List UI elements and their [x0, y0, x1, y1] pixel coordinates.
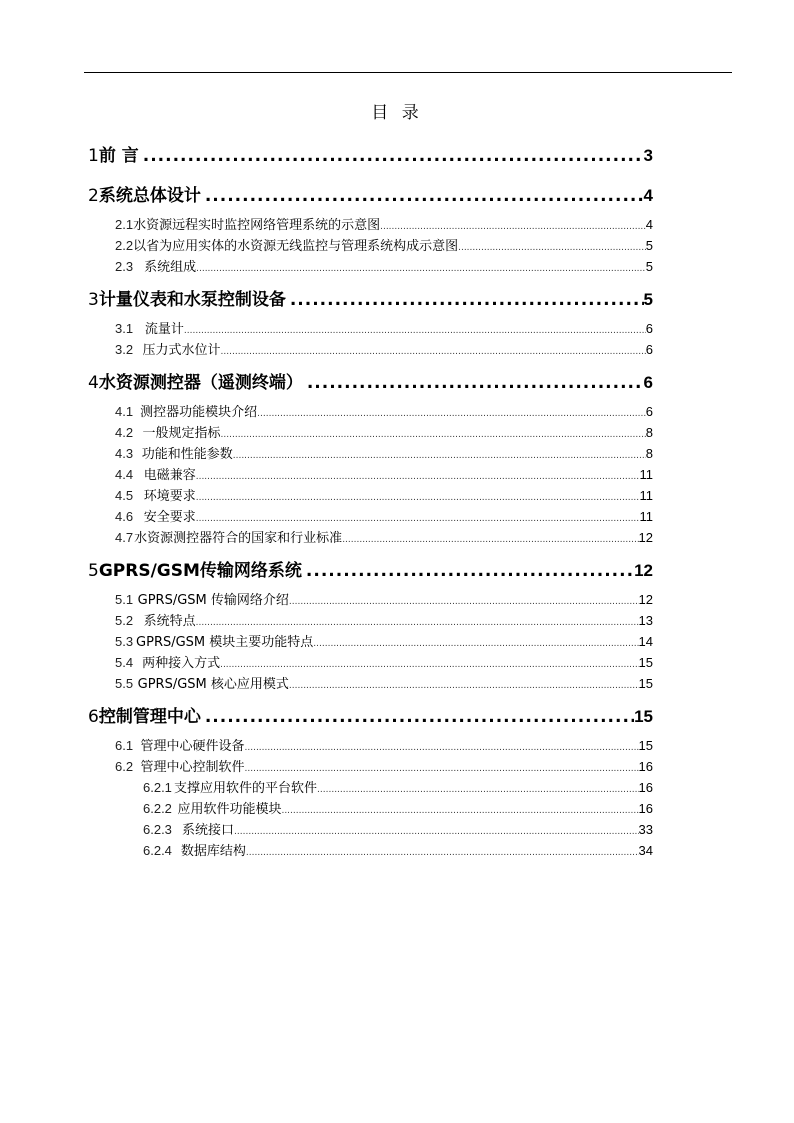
section-number: 4.6: [115, 509, 134, 524]
page-number: 33: [638, 822, 653, 837]
page-number: 15: [634, 707, 653, 726]
toc-subsection-6-2-3[interactable]: [143, 819, 653, 839]
dot-leader: [196, 489, 640, 504]
toc-section-4-1[interactable]: [115, 401, 653, 421]
section-number: 4.3: [115, 446, 134, 461]
section-title: 管理中心控制软件: [140, 760, 245, 775]
chapter-number: 5: [88, 561, 99, 581]
chapter-title: 水资源测控器（遥测终端）: [98, 373, 303, 393]
section-number: 6.2: [115, 759, 134, 774]
dot-leader: [184, 322, 646, 337]
dot-leader: [143, 146, 644, 166]
chapter-number: 1: [88, 146, 99, 166]
subsection-title: 数据库结构: [180, 844, 246, 859]
section-number: 2.3: [115, 259, 134, 274]
page-number: 6: [645, 342, 653, 357]
page-number: 12: [638, 592, 653, 607]
chapter-number: 2: [88, 186, 99, 206]
dot-leader: [245, 739, 639, 754]
section-title: 一般规定指标: [142, 426, 221, 441]
section-title: 水资源测控器符合的国家和行业标准: [134, 531, 343, 546]
section-title: 流量计: [144, 322, 184, 337]
section-title: 电磁兼容: [143, 468, 196, 483]
section-number: 5.2: [115, 613, 134, 628]
dot-leader: [380, 218, 646, 233]
dot-leader: [289, 593, 639, 608]
page-number: 15: [638, 676, 653, 691]
section-number: 2.1: [115, 217, 134, 232]
section-number: 5.1: [115, 592, 134, 607]
dot-leader: [246, 844, 639, 859]
toc-chapter-1[interactable]: [88, 141, 653, 165]
chapter-number: 3: [88, 290, 99, 310]
dot-leader: [307, 373, 644, 393]
toc-section-6-2[interactable]: [115, 756, 653, 776]
toc-title: 目 录: [371, 103, 423, 123]
page-number: 8: [645, 446, 653, 461]
section-title: 系统组成: [144, 260, 197, 275]
dot-leader: [196, 260, 646, 275]
section-title: 功能和性能参数: [141, 447, 233, 462]
page-number: 11: [639, 467, 653, 482]
page-number: 5: [645, 259, 653, 274]
section-number: 5.4: [115, 655, 134, 670]
section-number: 4.5: [115, 488, 134, 503]
dot-leader: [220, 656, 638, 671]
page-number: 13: [638, 613, 653, 628]
section-number: 5.5: [115, 676, 134, 691]
subsection-number: 6.2.3: [143, 822, 172, 837]
toc-section-4-4[interactable]: [115, 464, 653, 484]
section-title: GPRS/GSM 核心应用模式: [137, 677, 289, 692]
page-number: 15: [638, 655, 653, 670]
section-title: 环境要求: [143, 489, 196, 504]
dot-leader: [458, 239, 646, 254]
dot-leader: [196, 614, 639, 629]
dot-leader: [306, 561, 634, 581]
chapter-title: 控制管理中心: [98, 707, 201, 727]
toc-section-4-2[interactable]: [115, 422, 653, 442]
toc-section-5-5[interactable]: [115, 673, 653, 693]
dot-leader: [221, 426, 646, 441]
dot-leader: [221, 343, 646, 358]
page-number: 8: [645, 425, 653, 440]
dot-leader: [281, 802, 638, 817]
toc-section-3-1[interactable]: [115, 318, 653, 338]
section-number: 3.1: [115, 321, 134, 336]
section-number: 4.2: [115, 425, 134, 440]
toc-subsection-6-2-2[interactable]: [143, 798, 653, 818]
dot-leader: [196, 468, 640, 483]
section-number: 4.7: [115, 530, 134, 545]
page-number: 4: [645, 217, 653, 232]
toc-section-5-1[interactable]: [115, 589, 653, 609]
chapter-title: 前 言: [98, 146, 139, 166]
dot-leader: [313, 635, 638, 650]
subsection-number: 6.2.1: [143, 780, 172, 795]
dot-leader: [245, 760, 639, 775]
subsection-number: 6.2.4: [143, 843, 172, 858]
chapter-number: 4: [88, 373, 99, 393]
toc-chapter-3[interactable]: [88, 285, 653, 309]
toc-subsection-6-2-4[interactable]: [143, 840, 653, 860]
page-number: 16: [638, 780, 653, 795]
page-number: 6: [643, 373, 653, 392]
dot-leader: [317, 781, 639, 796]
dot-leader: [290, 290, 644, 310]
section-number: 5.3: [115, 634, 134, 649]
toc-section-6-1[interactable]: [115, 735, 653, 755]
toc-section-5-3[interactable]: [115, 631, 653, 651]
toc-section-4-5[interactable]: [115, 485, 653, 505]
subsection-title: 支撑应用软件的平台软件: [174, 781, 318, 796]
dot-leader: [342, 531, 638, 546]
section-title: 以省为应用实体的水资源无线监控与管理系统构成示意图: [133, 239, 459, 254]
toc-subsection-6-2-1[interactable]: [143, 777, 653, 797]
section-title: 管理中心硬件设备: [140, 739, 245, 754]
section-title: GPRS/GSM 模块主要功能特点: [136, 635, 314, 650]
toc-section-3-2[interactable]: [115, 339, 653, 359]
section-number: 3.2: [115, 342, 134, 357]
section-title: 系统特点: [143, 614, 196, 629]
header-rule: [84, 72, 732, 73]
chapter-title: 计量仪表和水泵控制设备: [98, 290, 286, 310]
section-title: 两种接入方式: [142, 656, 221, 671]
toc-section-5-4[interactable]: [115, 652, 653, 672]
section-number: 4.1: [115, 404, 134, 419]
page-number: 16: [638, 759, 653, 774]
page-number: 3: [643, 146, 653, 165]
section-title: 安全要求: [143, 510, 196, 525]
dot-leader: [289, 677, 639, 692]
page-number: 6: [645, 321, 653, 336]
dot-leader: [205, 707, 634, 727]
page-number: 34: [638, 843, 653, 858]
toc-chapter-4[interactable]: [88, 368, 653, 392]
page-number: 14: [638, 634, 653, 649]
toc-chapter-2[interactable]: [88, 181, 653, 205]
toc-section-4-7[interactable]: [115, 527, 653, 547]
dot-leader: [196, 510, 640, 525]
page-number: 11: [639, 509, 653, 524]
dot-leader: [234, 823, 639, 838]
section-number: 4.4: [115, 467, 134, 482]
page-number: 12: [634, 561, 653, 580]
dot-leader: [257, 405, 646, 420]
page-number: 5: [643, 290, 653, 309]
page-number: 4: [643, 186, 653, 205]
dot-leader: [233, 447, 646, 462]
toc-section-2-2[interactable]: [115, 235, 653, 255]
section-number: 2.2: [115, 238, 134, 253]
toc-chapter-5[interactable]: [88, 556, 653, 580]
subsection-title: 应用软件功能模块: [177, 802, 282, 817]
section-number: 6.1: [115, 738, 134, 753]
chapter-number: 6: [88, 707, 99, 727]
toc-section-5-2[interactable]: [115, 610, 653, 630]
subsection-title: 系统接口: [182, 823, 235, 838]
toc-section-2-1[interactable]: [115, 214, 653, 234]
dot-leader: [205, 186, 644, 206]
section-title: 压力式水位计: [142, 343, 221, 358]
page-number: 5: [645, 238, 653, 253]
subsection-number: 6.2.2: [143, 801, 172, 816]
page-number: 12: [638, 530, 653, 545]
section-title: 水资源远程实时监控网络管理系统的示意图: [133, 218, 381, 233]
section-title: 测控器功能模块介绍: [140, 405, 258, 420]
toc-section-4-6[interactable]: [115, 506, 653, 526]
page-number: 6: [645, 404, 653, 419]
toc-section-4-3[interactable]: [115, 443, 653, 463]
toc-chapter-6[interactable]: [88, 702, 653, 726]
page-number: 16: [638, 801, 653, 816]
section-title: GPRS/GSM 传输网络介绍: [137, 593, 289, 608]
page-number: 11: [639, 488, 653, 503]
chapter-title: 系统总体设计: [98, 186, 201, 206]
chapter-title: GPRS/GSM传输网络系统: [98, 561, 302, 581]
page-number: 15: [638, 738, 653, 753]
toc-section-2-3[interactable]: [115, 256, 653, 276]
